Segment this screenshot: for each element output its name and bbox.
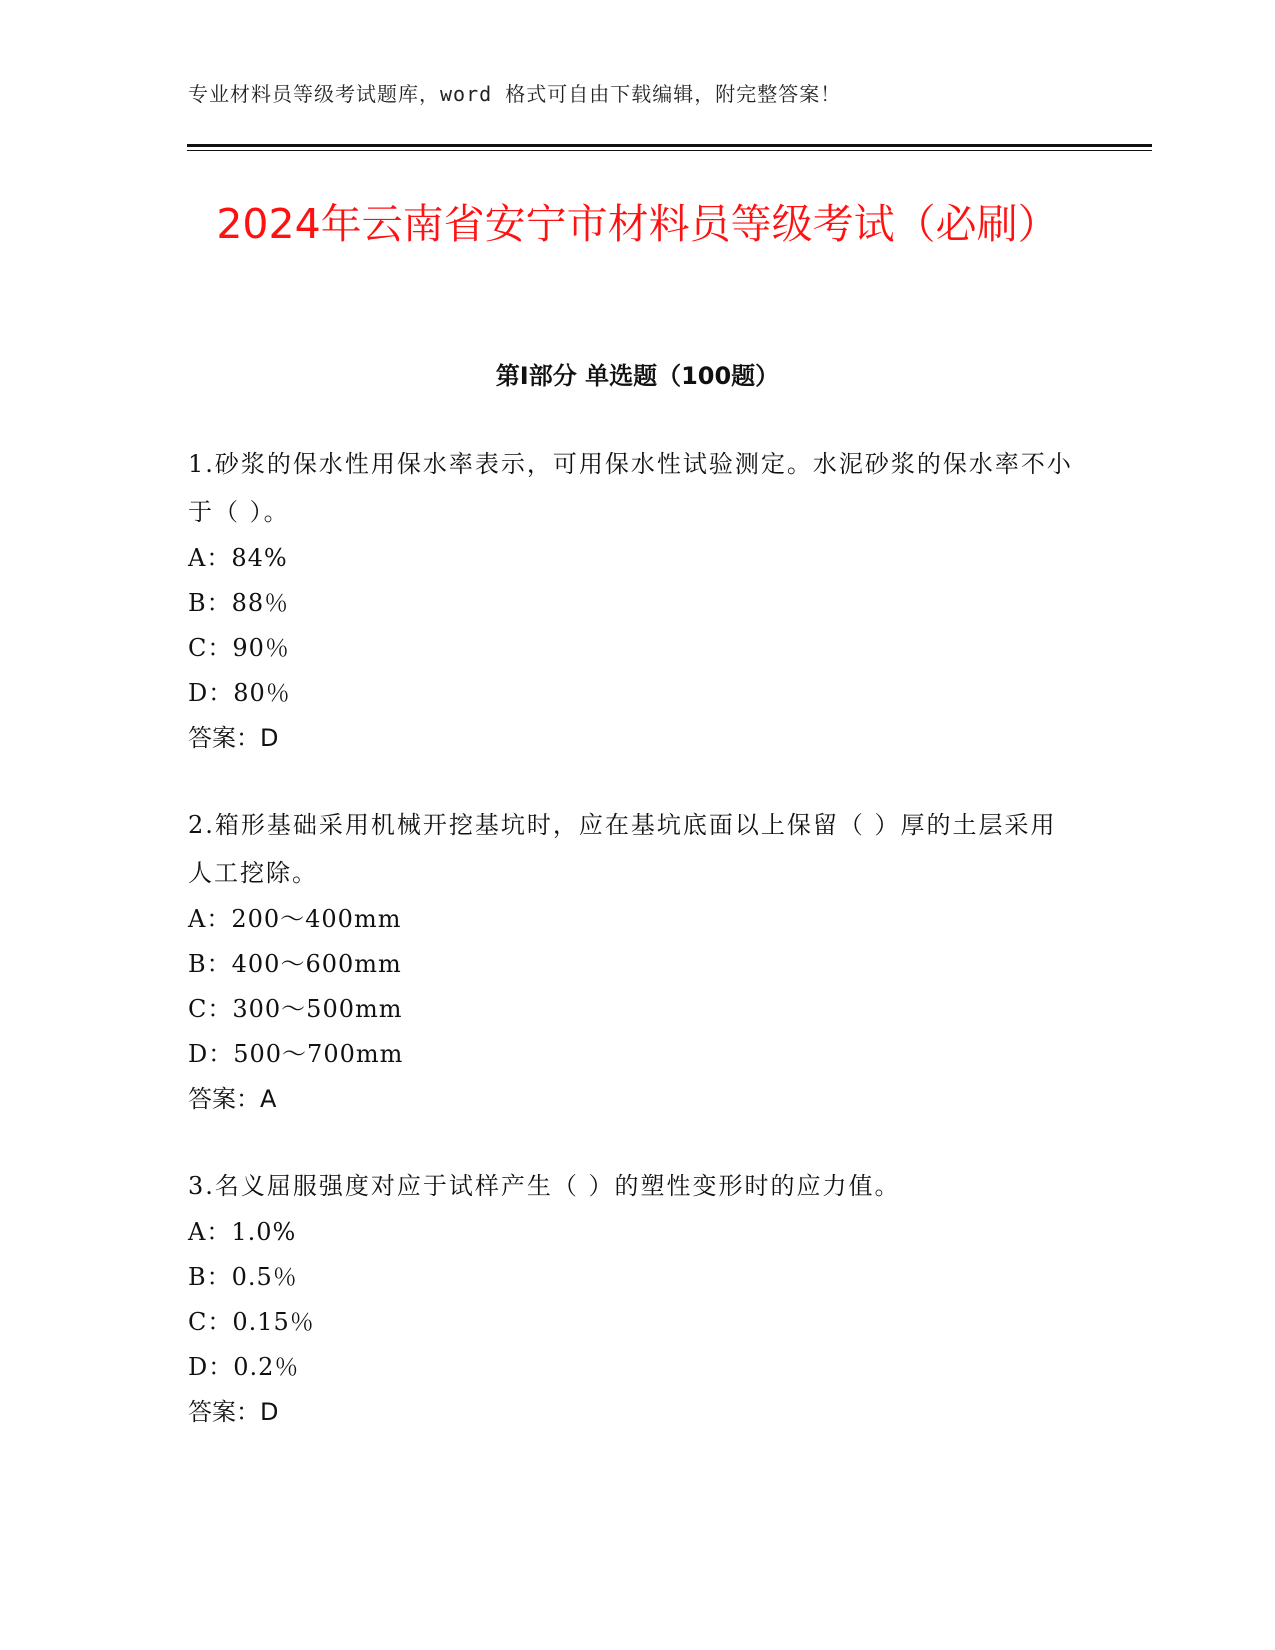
option-d: D：500～700mm (188, 1040, 404, 1068)
question-block (188, 1162, 1078, 1435)
question-stem: 2.箱形基础采用机械开挖基坑时，应在基坑底面以上保留（ ）厚的土层采用人工挖除。 (188, 811, 1057, 887)
answer-line: 答案：A (188, 1085, 277, 1113)
answer-line: 答案：D (188, 1398, 279, 1426)
option-a: A：1.0% (188, 1218, 297, 1246)
header-note: 专业材料员等级考试题库，word 格式可自由下载编辑，附完整答案！ (188, 82, 842, 106)
option-d: D：80％ (188, 679, 291, 707)
question-block (188, 440, 1078, 761)
answer-line: 答案：D (188, 724, 279, 752)
option-c: C：90％ (188, 634, 290, 662)
option-a: A：200～400mm (188, 905, 402, 933)
option-c: C：300～500mm (188, 995, 403, 1023)
header-rule-thin (187, 150, 1152, 151)
option-b: B：400～600mm (188, 950, 402, 978)
option-c: C：0.15％ (188, 1308, 315, 1336)
option-b: B：88％ (188, 589, 290, 617)
question-block (188, 801, 1078, 1122)
option-a: A：84% (188, 544, 288, 572)
section-heading: 第Ⅰ部分 单选题（100题） (495, 362, 780, 390)
option-b: B：0.5％ (188, 1263, 298, 1291)
document-title: 2024年云南省安宁市材料员等级考试（必刷） (216, 200, 1059, 248)
question-stem: 1.砂浆的保水性用保水率表示，可用保水性试验测定。水泥砂浆的保水率不小于（ ）。 (188, 450, 1073, 526)
option-d: D：0.2％ (188, 1353, 300, 1381)
header-rule-thick (187, 144, 1152, 147)
question-stem: 3.名义屈服强度对应于试样产生（ ）的塑性变形时的应力值。 (188, 1172, 901, 1200)
